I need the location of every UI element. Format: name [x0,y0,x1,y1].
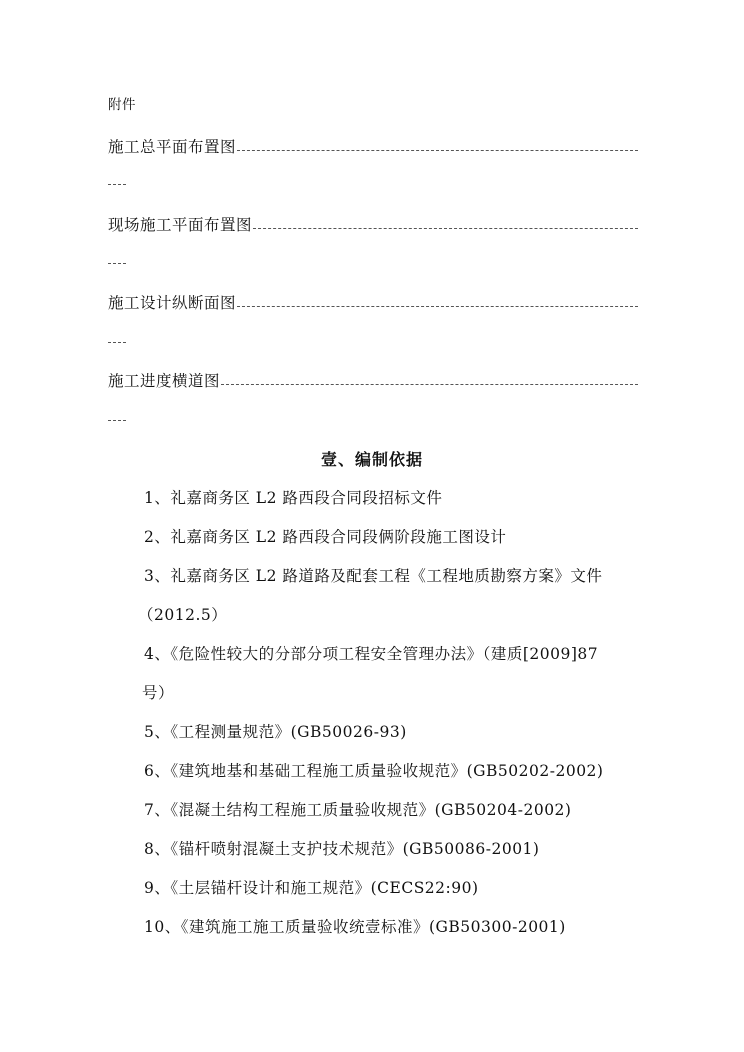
basis-item-continuation: 号） [142,684,175,702]
basis-item-continuation: （2012.5） [138,606,228,624]
toc-leader [253,228,638,229]
toc-leader [221,384,638,385]
basis-item: 10、《建筑施工施工质量验收统壹标准》(GB50300-2001) [144,918,566,936]
toc-leader-tail [108,262,126,264]
basis-item: 1、礼嘉商务区 L2 路西段合同段招标文件 [144,489,443,507]
toc-label: 施工总平面布置图 [108,138,237,156]
toc-leader-tail [108,341,126,343]
basis-item: 2、礼嘉商务区 L2 路西段合同段俩阶段施工图设计 [144,528,507,546]
section-heading: 壹、编制依据 [320,450,423,469]
toc-label: 施工设计纵断面图 [108,294,237,312]
toc-label: 施工进度横道图 [108,372,221,390]
basis-item: 9、《土层锚杆设计和施工规范》(CECS22:90) [144,879,479,897]
toc-row [108,137,638,157]
toc-leader [237,150,638,151]
toc-row [108,215,638,235]
toc-leader [237,306,638,307]
toc-label: 现场施工平面布置图 [108,216,253,234]
basis-item: 7、《混凝土结构工程施工质量验收规范》(GB50204-2002) [144,801,572,819]
toc-row [108,371,638,391]
toc-row [108,293,638,313]
basis-item: 5、《工程测量规范》(GB50026-93) [144,723,407,741]
basis-item: 8、《锚杆喷射混凝土支护技术规范》(GB50086-2001) [144,840,540,858]
basis-item: 4、《危险性较大的分部分项工程安全管理办法》（建质[2009]87 [144,645,599,663]
toc-leader-tail [108,183,126,185]
toc-leader-tail [108,419,126,421]
basis-item: 6、《建筑地基和基础工程施工质量验收规范》(GB50202-2002) [144,762,604,780]
appendix-title: 附件 [108,97,136,113]
basis-item: 3、礼嘉商务区 L2 路道路及配套工程《工程地质勘察方案》文件 [144,567,603,585]
